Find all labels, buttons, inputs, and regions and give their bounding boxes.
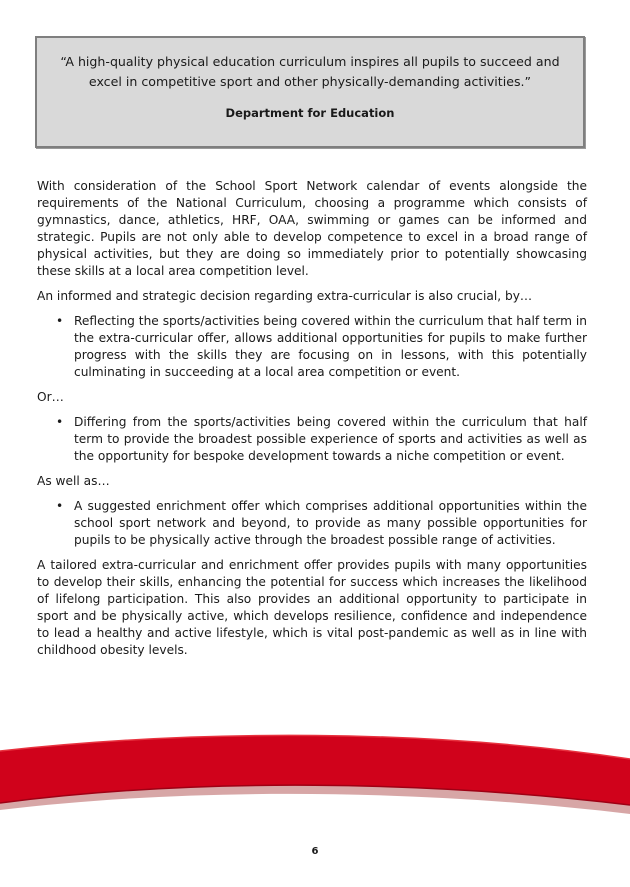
bullet-text: Reflecting the sports/activities being covered within the curriculum that half term in the extra-curricular offer, allows additional opportunities for pupils to make further progress with the skills they are focusing on in lessons, with this potentially culminating in succeeding at a local area competition or event. — [74, 314, 587, 379]
quote-box — [35, 36, 585, 148]
bullet-marker: • — [56, 314, 64, 328]
paragraph-intro: With consideration of the School Sport Network calendar of events alongside the requirements of the National Curriculum, choosing a programme which consists of gymnastics, dance, athletics, HRF, OAA, swimming or games can be informed and strategic. Pupils are not only able to develop competence to excel in a broad range of physical activities, but they are doing so immediately prior to potentially showcasing these skills at a local area competition level. — [37, 179, 587, 278]
bullet-marker: • — [56, 499, 64, 513]
bullet-marker: • — [56, 415, 64, 429]
paragraph-decision: An informed and strategic decision regarding extra-curricular is also crucial, by… — [37, 289, 533, 303]
red-swoosh-graphic — [0, 715, 630, 825]
quote-source: Department for Education — [225, 106, 395, 120]
as-well-as-label: As well as… — [37, 474, 110, 488]
bullet-text: Differing from the sports/activities being covered within the curriculum that half term to provide the broadest possible experience of sports and activities as well as the opportunity for bespoke development towards a niche competition or event. — [74, 415, 587, 463]
paragraph-conclusion: A tailored extra-curricular and enrichment offer provides pupils with many opportunities to develop their skills, enhancing the potential for success which increases the likelihood of lifelong participation. This also provides an additional opportunity to participate in sport and be physically active, which develops resilience, confidence and independence to lead a healthy and active lifestyle, which is vital post-pandemic as well as in line with childhood obesity levels. — [37, 558, 587, 657]
bullet-text: A suggested enrichment offer which comprises additional opportunities within the school sport network and beyond, to provide as many possible opportunities for pupils to be physically active through the broadest possible range of activities. — [74, 499, 587, 547]
page-number: 6 — [311, 846, 319, 857]
bullet-item — [37, 498, 587, 549]
quote-text: “A high-quality physical education curriculum inspires all pupils to succeed and excel in competitive sport and other physically-demanding activities.” — [60, 54, 560, 89]
bullet-item — [37, 414, 587, 465]
or-label: Or… — [37, 390, 64, 404]
body-content — [37, 178, 587, 667]
bullet-item — [37, 313, 587, 381]
